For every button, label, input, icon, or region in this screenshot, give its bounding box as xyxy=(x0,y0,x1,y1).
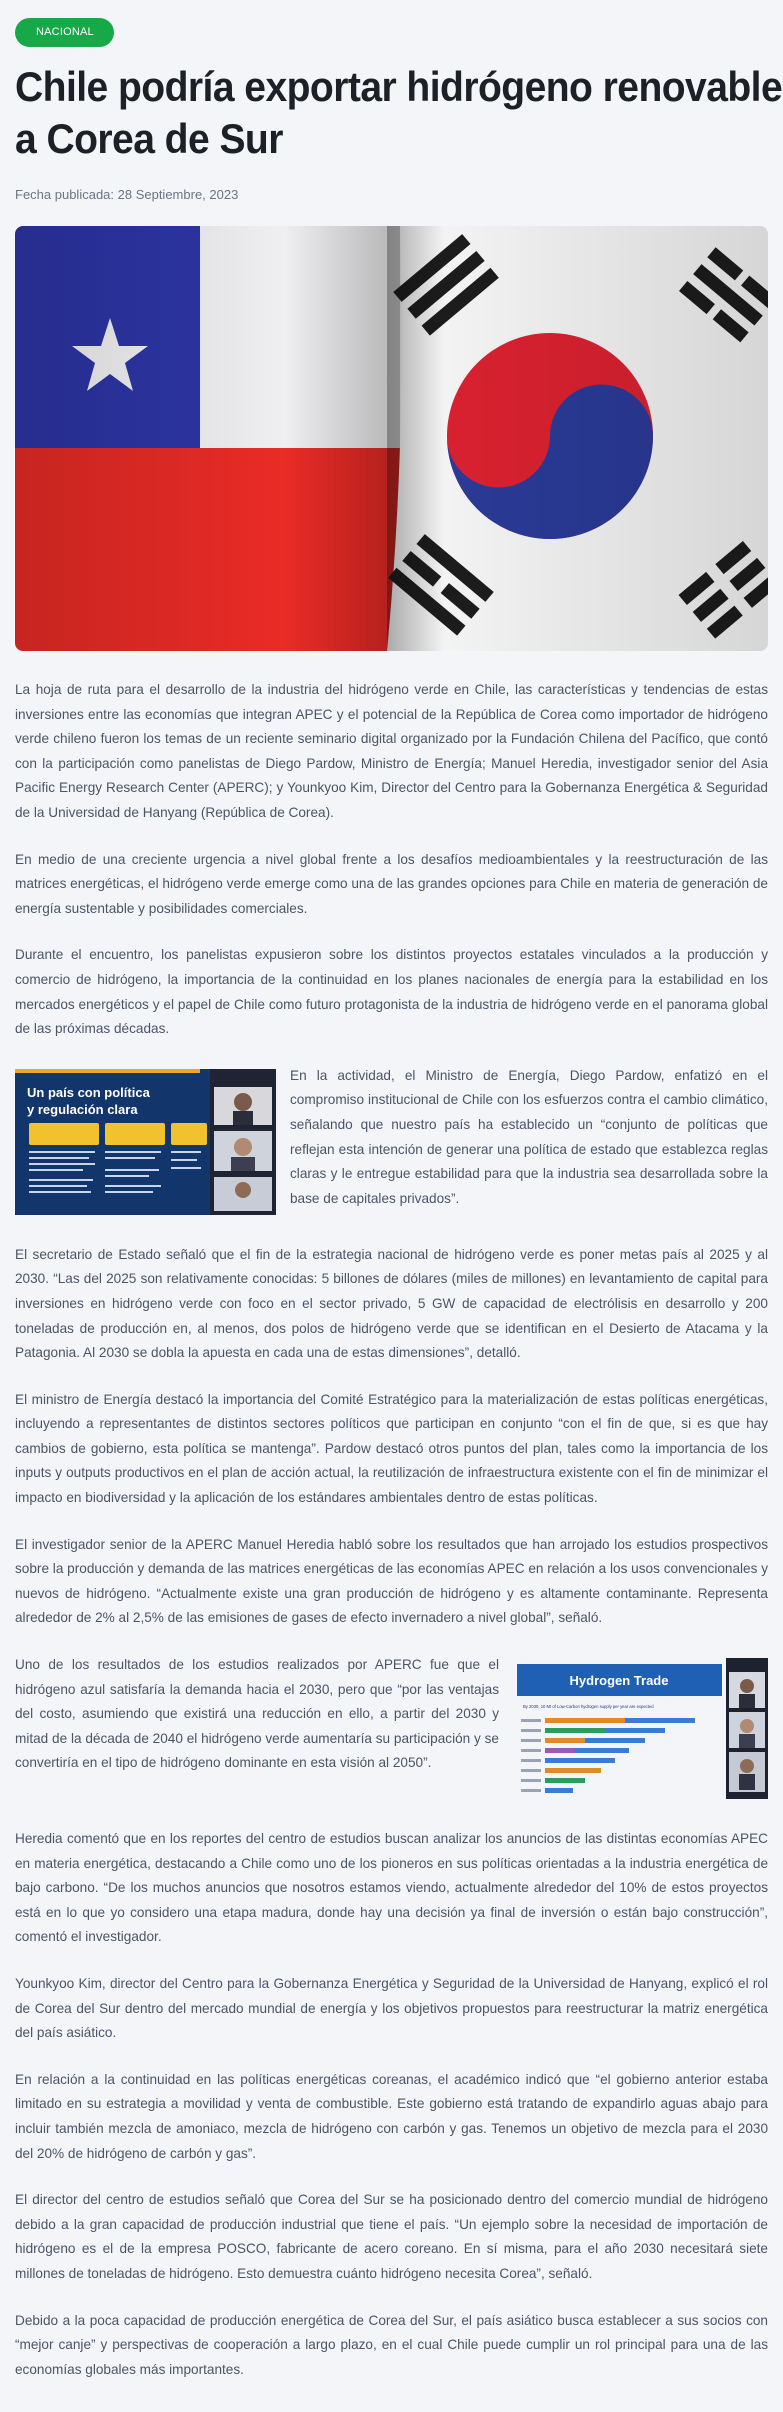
paragraph: Heredia comentó que en los reportes del centro de estudios buscan analizar los anuncios de las distintas economías APEC en materia energética, destacando a Chile como uno de los pioneros en sus políticas orientadas a la industria energética de bajo carbono. “De los muchos anuncios que nosotros estamos viendo, actualmente alrededor del 10% de estos proyectos está en lo que yo considero una etapa madura, donde hay una decisión ya final de inversión o están bajo construcción”, comentó el investigador. xyxy=(15,1831,768,1945)
paragraph: En relación a la continuidad en las políticas energéticas coreanas, el académico indicó que “el gobierno anterior estaba limitado en su estrategia a movilidad y venta de combustible. Este gobierno está tratando de expandirlo aguas abajo para incluir también mezcla de amoniaco, mezcla de hidrógeno con carbón y gas. Tenemos un objetivo de mezcla para el 2030 del 20% de hidrógeno de carbón y gas”. xyxy=(15,2071,768,2161)
paragraph: El ministro de Energía destacó la importancia del Comité Estratégico para la materialización de estas políticas energéticas, incluyendo a representantes de distintos sectores políticos que participan en conjunto “con el fin de que, si es que hay cambios de gobierno, esta política se mantenga”. Pardow destacó otros puntos del plan, tales como la importancia de los inputs y outputs productivos en el plan de acción actual, la reutilización de infraestructura existente con el fin de minimizar el impacto en biodiversidad y la aplicación de los estándares ambientales dentro de estas políticas. xyxy=(15,1391,768,1506)
paragraph: En medio de una creciente urgencia a nivel global frente a los desafíos medioambientales y la reestructuración de las matrices energéticas, el hidrógeno verde emerge como una de las grandes opciones para Chile en materia de generación de energía sustentable y posibilidades comerciales. xyxy=(15,851,768,916)
paragraph: Uno de los resultados de los estudios realizados por APERC fue que el hidrógeno azul satisfaría la demanda hacia el 2030, pero que “por las ventajas del costo, asumiendo que existirá una reducción en ello, a partir del 2030 y mitad de la década de 2040 el hidrógeno verde aumentaría su participación y se convertiría en el tipo de hidrógeno dominante en esta visión al 2050”. xyxy=(15,1657,499,1771)
slide-subtitle: By 2030, 10 Mt of Low-Carbon hydrogen supply per year are expected xyxy=(523,1704,654,1710)
paragraph: Debido a la poca capacidad de producción energética de Corea del Sur, el país asiático busca establecer a sus socios con “mejor canje” y perspectivas de cooperación a largo plazo, en el cual Chile puede cumplir un rol principal para una de las economías globales más importantes. xyxy=(15,2312,768,2377)
paragraph: Younkyoo Kim, director del Centro para la Gobernanza Energética y Seguridad de la Universidad de Hanyang, explicó el rol de Corea del Sur dentro del mercado mundial de energía y los objetivos propuestos para reestructurar la matriz energética del país asiático. xyxy=(15,1976,768,2041)
article-title: Chile podría exportar hidrógeno renovable a Corea de Sur xyxy=(15,63,783,162)
category-badge[interactable]: NACIONAL xyxy=(15,18,114,47)
inline-image-policy-slide xyxy=(15,1069,276,1215)
paragraph: El investigador senior de la APERC Manuel Heredia habló sobre los resultados que han arrojado los estudios prospectivos sobre la producción y demanda de las matrices energéticas de las economías APEC en relación a los usos convencionales y nuevos de hidrógeno. “Actualmente existe una gran producción de hidrógeno y es altamente contaminante. Representa alrededor de 2% al 2,5% de las emisiones de gases de efecto invernadero a nivel global”, señaló. xyxy=(15,1536,768,1626)
paragraph: En la actividad, el Ministro de Energía, Diego Pardow, enfatizó en el compromiso institucional de Chile con los esfuerzos contra el cambio climático, señalando que nuestro país ha establecido un “conjunto de políticas que reflejan esta intención de generar una política de estado que establezca reglas claras y le entregue estabilidad para que la industria sea desarrollada sobre la base de capitales privados”. xyxy=(290,1067,768,1206)
slide-headline-1: Un país con política xyxy=(27,1084,150,1100)
paragraph: El secretario de Estado señaló que el fin de la estrategia nacional de hidrógeno verde es poner metas país al 2025 y al 2030. “Las del 2025 son relativamente conocidas: 5 billones de dólares (miles de millones) en levantamiento de capital para inversiones en hidrógeno verde con foco en el sector privado, 5 GW de capacidad de electrólisis en desarrollo y 200 toneladas de producción en, al menos, dos polos de hidrógeno verde que se identifican en el Desierto de Atacama y la Patagonia. Al 2030 se dobla la apuesta en cada una de estas dimensiones”, detalló. xyxy=(15,1246,768,1361)
slide-headline: Hydrogen Trade xyxy=(569,1673,669,1689)
slide-headline-2: y regulación clara xyxy=(27,1101,138,1117)
paragraph: El director del centro de estudios señaló que Corea del Sur se ha posicionado dentro del comercio mundial de hidrógeno debido a la gran capacidad de producción industrial que tiene el país. “Un ejemplo sobre la necesidad de importación de hidrógeno es el de la empresa POSCO, fabricante de acero coreano. En sí misma, para el año 2030 necesitará siete millones de toneladas de hidrógeno. Esto demuestra cuánto hidrógeno necesita Corea”, señaló. xyxy=(15,2192,768,2281)
hero-image-chile-korea-flags xyxy=(15,226,768,651)
korea-flag xyxy=(387,226,768,651)
paragraph: La hoja de ruta para el desarrollo de la industria del hidrógeno verde en Chile, las características y tendencias de estas inversiones entre las economías que integran APEC y el potencial de la República de Corea como importador de hidrógeno verde chileno fueron los temas de un reciente seminario digital organizado por la Fundación Chilena del Pacífico, que contó con la participación como panelistas de Diego Pardow, Ministro de Energía; Manuel Heredia, investigador senior del Asia Pacific Energy Research Center (APERC); y Younkyoo Kim, Director del Centro para la Gobernanza Energética & Seguridad de la Universidad de Hanyang (República de Corea). xyxy=(15,682,768,820)
paragraph: Durante el encuentro, los panelistas expusieron sobre los distintos proyectos estatales vinculados a la producción y comercio de hidrógeno, la importancia de la continuidad en los planes nacionales de energía para la estabilidad en los mercados energéticos y el papel de Chile como futuro protagonista de la industria de hidrógeno verde en el panorama global de las próximas décadas. xyxy=(15,947,768,1037)
inline-image-hydrogen-trade-slide xyxy=(513,1658,768,1799)
publish-date: Fecha publicada: 28 Septiembre, 2023 xyxy=(15,187,239,202)
chile-flag xyxy=(15,226,400,651)
article-body xyxy=(15,678,768,2382)
